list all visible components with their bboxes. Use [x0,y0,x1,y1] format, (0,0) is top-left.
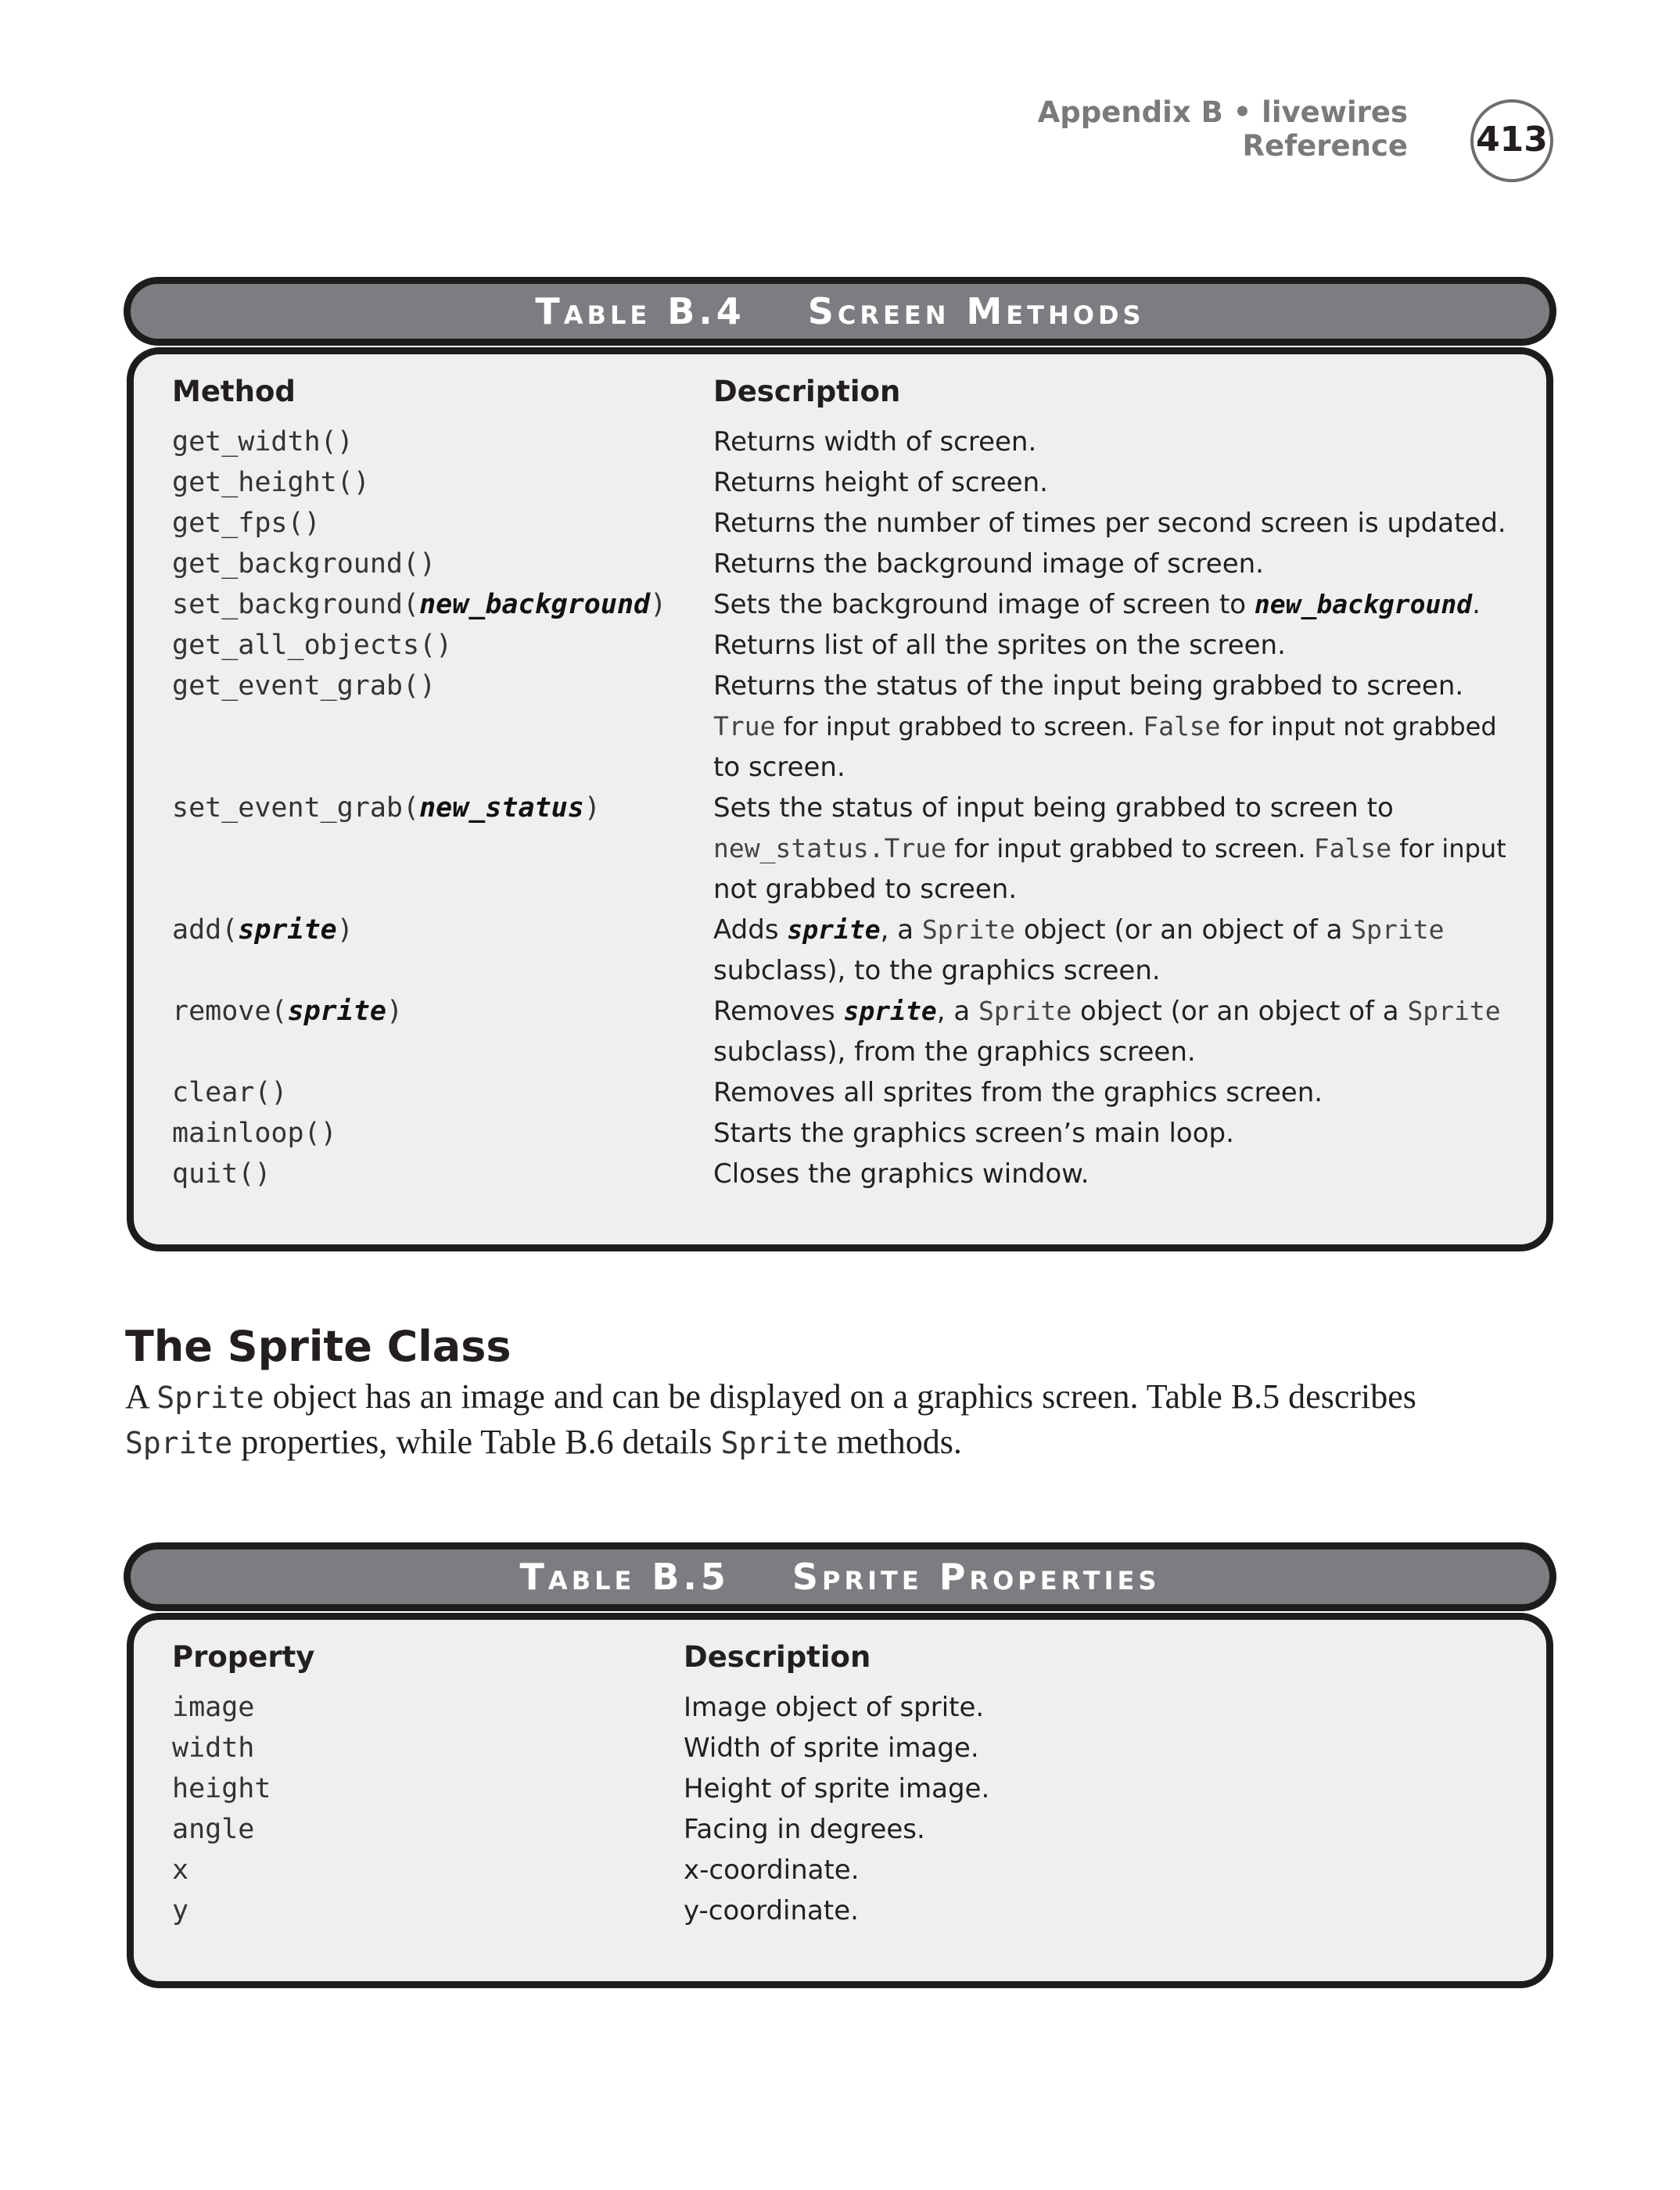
para-text: A [125,1377,157,1416]
column-header-property: Property [172,1640,315,1674]
method-description-line3: not grabbed to screen. [713,874,1018,905]
table-b5-body [127,1613,1553,1988]
method-argument: sprite [238,914,337,946]
desc-argument: sprite [787,914,881,945]
code-true: True [713,711,776,741]
table-b5 [124,1542,1556,1988]
method-description: Starts the graphics screen’s main loop. [713,1118,1234,1149]
code-sprite: Sprite [720,1426,828,1460]
method-name: get_fps() [172,508,321,539]
method-description: Returns width of screen. [713,426,1037,458]
method-name: get_width() [172,426,354,458]
property-description: Facing in degrees. [684,1814,925,1845]
method-name [172,788,601,828]
code-new-status: new_status.True [713,833,947,863]
method-suffix: ) [650,589,667,620]
method-description [713,584,1481,625]
property-description: Height of sprite image. [684,1773,990,1804]
code-sprite: Sprite [156,1380,264,1415]
method-name: clear() [172,1077,288,1108]
property-description: y-coordinate. [684,1895,859,1926]
property-description: Width of sprite image. [684,1732,979,1764]
method-name [172,584,666,625]
desc-text: Removes [713,996,844,1027]
para-text: methods. [827,1423,962,1461]
desc-text: for input grabbed to screen. [946,834,1314,863]
method-name: get_background() [172,548,436,580]
property-description: x-coordinate. [684,1854,860,1886]
property-name: angle [172,1814,255,1845]
method-description-line2 [713,706,1497,747]
paragraph-line-2 [125,1422,1572,1462]
method-description [713,991,1501,1032]
method-name: get_height() [172,467,370,498]
desc-text: . [1472,589,1481,620]
desc-text: object (or an object of a [1015,914,1352,946]
code-sprite: Sprite [1351,914,1445,945]
column-header-description: Description [713,375,901,408]
para-text: object has an image and can be displayed on a graphics screen. Table B.5 describes [264,1377,1416,1416]
method-description-line3: to screen. [713,752,845,783]
property-name: x [172,1854,189,1886]
desc-text: for input not grabbed [1220,712,1497,741]
property-name: height [172,1773,271,1804]
table-b4-body [127,347,1553,1251]
table-b4-title: Screen Methods [807,290,1145,332]
method-suffix: ) [386,996,404,1027]
desc-text: Sets the background image of screen to [713,589,1255,620]
desc-text: for input grabbed to screen. [775,712,1143,741]
table-b5-title: Sprite Properties [792,1556,1161,1598]
method-description [713,910,1445,950]
method-description: Returns list of all the sprites on the screen. [713,630,1286,661]
method-argument: new_background [419,589,651,620]
desc-text: for input [1391,834,1506,863]
method-suffix: ) [583,792,601,824]
method-suffix: ) [336,914,354,946]
desc-text: , a [936,996,978,1027]
table-b5-label: Table B.5 [519,1556,730,1598]
method-description: Sets the status of input being grabbed to screen to [713,792,1394,824]
method-argument: new_status [419,792,584,824]
method-name [172,991,403,1032]
desc-argument: new_background [1254,589,1473,619]
code-sprite: Sprite [1407,996,1501,1026]
column-header-method: Method [172,375,296,408]
method-argument: sprite [287,996,386,1027]
para-text: properties, while Table B.6 details [232,1423,721,1461]
desc-text: object (or an object of a [1072,996,1408,1027]
method-description: Returns the background image of screen. [713,548,1264,580]
method-prefix: remove( [172,996,288,1027]
desc-text: , a [880,914,922,946]
column-header-description: Description [684,1640,871,1674]
page-number: 413 [1470,99,1553,182]
code-false: False [1143,711,1221,741]
property-description: Image object of sprite. [684,1692,985,1723]
property-name: width [172,1732,255,1764]
method-description: Removes all sprites from the graphics screen. [713,1077,1323,1108]
method-name [172,910,354,950]
code-sprite: Sprite [978,996,1072,1026]
method-description: Returns the status of the input being grabbed to screen. [713,670,1464,702]
method-description: Returns the number of times per second screen is updated. [713,508,1506,539]
code-sprite: Sprite [125,1426,233,1460]
method-name: get_all_objects() [172,630,453,661]
method-prefix: set_event_grab( [172,792,420,824]
code-sprite: Sprite [921,914,1016,945]
table-b4 [124,277,1556,1251]
section-heading: The Sprite Class [125,1322,512,1371]
property-name: y [172,1895,189,1926]
method-description: Closes the graphics window. [713,1158,1089,1190]
method-prefix: add( [172,914,239,946]
method-prefix: set_background( [172,589,420,620]
method-name: quit() [172,1158,271,1190]
desc-text: Adds [713,914,788,946]
table-b5-title-bar [124,1542,1556,1611]
table-b4-title-bar [124,277,1556,346]
property-name: image [172,1692,255,1723]
method-description-line2: subclass), from the graphics screen. [713,1036,1196,1068]
method-name: get_event_grab() [172,670,436,702]
code-false: False [1313,833,1392,863]
table-b4-label: Table B.4 [535,290,745,332]
desc-argument: sprite [843,996,937,1026]
paragraph-line-1 [125,1377,1572,1416]
method-description-line2 [713,828,1506,869]
method-description: Returns height of screen. [713,467,1048,498]
method-description-line2: subclass), to the graphics screen. [713,955,1161,986]
running-header: Appendix B • livewires Reference [1037,95,1408,163]
method-name: mainloop() [172,1118,337,1149]
